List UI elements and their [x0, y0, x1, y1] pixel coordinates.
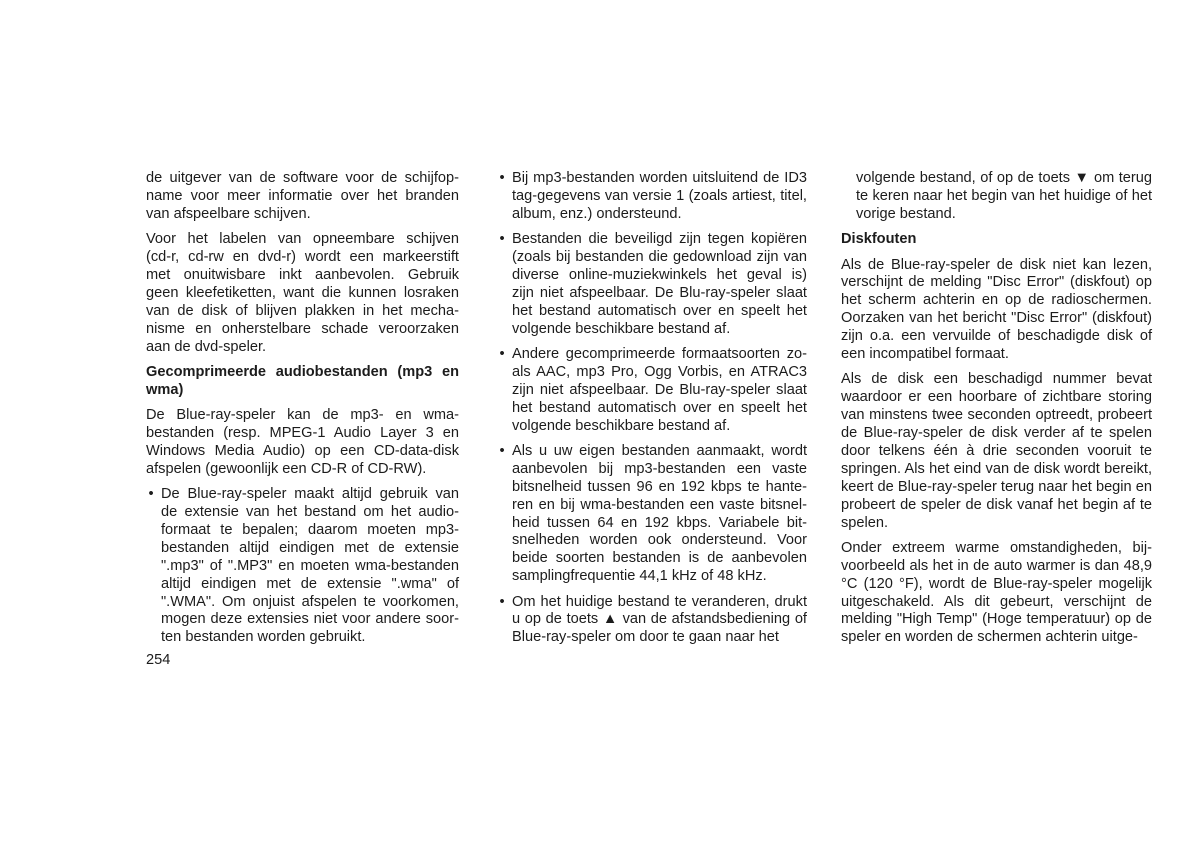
text-line: het scherm achterin en op de radioschermen. [841, 292, 1152, 309]
text-line: volgende bestand, of op de toets ▼ om terug [856, 170, 1152, 186]
block-gap [841, 532, 1152, 540]
text-line: de uitgever van de software voor de schijfop- [146, 170, 459, 186]
text-line: Diskfouten [841, 231, 917, 248]
text-column-left [146, 170, 459, 647]
text-line: altijd eindigen met de extensie ".wma" of [161, 575, 459, 592]
bullet-item [497, 170, 807, 224]
bullet-item [497, 346, 807, 435]
bullet-item [497, 231, 807, 338]
block-gap [146, 479, 459, 487]
bullet-icon: • [499, 170, 505, 186]
text-line: Bestanden die beveiligd zijn tegen kopiëren [512, 231, 807, 248]
text-line: verschijnt de melding "Disc Error" (diskfout) op [841, 274, 1152, 291]
paragraph [841, 371, 1152, 532]
block-gap [497, 586, 807, 594]
text-line: name voor meer informatie over het branden [146, 187, 459, 204]
text-line: bestanden altijd eindigen met de extensie [161, 539, 459, 556]
text-line: keert de Blue-ray-speler terug naar het begin en [841, 478, 1152, 495]
text-line: nisme en onherstelbare schade veroorzaken [146, 320, 459, 337]
text-line-wrapper [497, 594, 807, 612]
paragraph [146, 170, 459, 224]
section-heading [841, 231, 1152, 249]
text-line: bitsnelheid tussen 96 en 192 kbps te hante- [512, 478, 807, 495]
text-line: Om het huidige bestand te veranderen, drukt [512, 593, 807, 610]
text-line: ".WMA". Om onjuist afspelen te voorkomen, [161, 593, 459, 610]
text-line: Voor het labelen van opneembare schijven [146, 231, 459, 248]
text-line: snelheden worden ook ondersteund. Voor [512, 532, 807, 549]
text-line: probeert de speler de disk vanaf het begin af te [841, 496, 1152, 513]
block-gap [841, 364, 1152, 372]
text-line: Bij mp3-bestanden worden uitsluitend de ID3 [512, 170, 807, 186]
text-line: de Blue-ray-speler de disk verder af te spelen [841, 425, 1152, 442]
text-column-middle [497, 170, 807, 647]
text-line: tag-gegevens van versie 1 (zoals artiest, titel, [512, 187, 807, 204]
text-line: zijn niet afspeelbaar. De Blu-ray-speler slaat [512, 381, 807, 398]
text-line: ren en bij wma-bestanden een vaste bitsnel- [512, 496, 807, 513]
text-line: De Blue-ray-speler kan de mp3- en wma- [146, 407, 459, 424]
block-gap [497, 224, 807, 232]
text-line: als AAC, mp3 Pro, Ogg Vorbis, en ATRAC3 [512, 363, 807, 380]
text-line: waardoor er een hoorbare of zichtbare storing [841, 389, 1152, 406]
text-line: volgende beschikbare bestand af. [512, 320, 731, 337]
text-line: springen. Als het eind van de disk wordt bereikt, [841, 460, 1152, 477]
paragraph [841, 540, 1152, 647]
bullet-icon: • [499, 231, 505, 248]
text-line: een incompatibel formaat. [841, 346, 1009, 363]
section-heading [146, 364, 459, 400]
text-line: album, enz.) ondersteund. [512, 205, 682, 222]
text-line: voorbeeld als het in de auto warmer is dan 48,9 [841, 557, 1152, 574]
block-gap [146, 356, 459, 364]
text-line: u op de toets ▲ van de afstandsbediening of [512, 611, 807, 628]
text-line: zijn niet afspeelbaar. De Blu-ray-speler slaat [512, 284, 807, 301]
text-line: samplingfrequentie 44,1 kHz of 48 kHz. [512, 568, 767, 585]
text-line: ".mp3" of ".MP3" en moeten wma-bestanden [161, 557, 459, 574]
text-line: uitgeschakeld. Als dit gebeurt, verschijnt de [841, 593, 1152, 610]
text-line: speler en worden de schermen achterin uitge- [841, 629, 1138, 646]
text-line: volgende beschikbare bestand af. [512, 417, 731, 434]
text-line: bestanden (resp. MPEG-1 Audio Layer 3 en [146, 425, 459, 442]
text-line: Blue-ray-speler om door te gaan naar het [512, 629, 779, 646]
bullet-item-continued [841, 170, 1152, 224]
text-line: te keren naar het begin van het huidige of het [856, 187, 1152, 204]
text-line: de extensie van het bestand om het audio- [161, 504, 459, 521]
paragraph [841, 257, 1152, 364]
block-gap [497, 435, 807, 443]
text-line: Als de Blue-ray-speler de disk niet kan lezen, [841, 256, 1152, 273]
text-line: vorige bestand. [856, 205, 956, 222]
text-line: Andere gecomprimeerde formaatsoorten zo- [512, 346, 807, 363]
text-line-wrapper [146, 486, 459, 504]
text-line: beide soorten bestanden is de aanbevolen [512, 550, 807, 567]
text-line: Als de disk een beschadigd nummer bevat [841, 371, 1152, 388]
text-line: wma) [146, 381, 184, 398]
text-line: het bestand automatisch over en speelt het [512, 399, 807, 416]
block-gap [497, 339, 807, 347]
text-line: formaat te bepalen; daarom moeten mp3- [161, 522, 459, 539]
text-line: Gecomprimeerde audiobestanden (mp3 en [146, 363, 459, 380]
bullet-icon: • [499, 442, 505, 459]
text-line: De Blue-ray-speler maakt altijd gebruik van [161, 486, 459, 503]
text-line: melding "High Temp" (Hoge temperatuur) op de [841, 611, 1152, 628]
bullet-item [146, 486, 459, 647]
text-line: Als u uw eigen bestanden aanmaakt, wordt [512, 442, 807, 459]
text-line-wrapper [497, 231, 807, 249]
text-line-wrapper [497, 170, 807, 188]
text-line: aan de dvd-speler. [146, 338, 267, 355]
text-line: van de disk of blijven plakken in het mecha- [146, 302, 459, 319]
text-line: Oorzaken van het bericht "Disc Error" (diskfout) [841, 310, 1152, 327]
text-line: zijn o.a. een vervuilde of beschadigde disk of [841, 328, 1152, 345]
text-line: (zoals bij bestanden die gedownload zijn van [512, 249, 807, 266]
text-line: afspelen (gewoonlijk een CD-R of CD-RW). [146, 460, 427, 477]
text-line: het bestand automatisch over en speelt het [512, 302, 807, 319]
text-line: met onuitwisbare inkt aanbevolen. Gebruik [146, 266, 459, 283]
text-line: Onder extreem warme omstandigheden, bij- [841, 539, 1152, 556]
text-line: diverse online-muziekwinkels het geval is) [512, 266, 807, 283]
text-line: van minstens twee seconden optreedt, probeert [841, 407, 1152, 424]
block-gap [841, 224, 1152, 232]
text-line: spelen. [841, 514, 889, 531]
text-line: mogen deze extensies niet voor andere soor- [161, 611, 459, 628]
text-line: heid tussen 64 en 192 kbps. Variabele bit- [512, 514, 807, 531]
text-line: Windows Media Audio) op een CD-data-disk [146, 442, 459, 459]
bullet-icon: • [148, 486, 154, 503]
block-gap [146, 400, 459, 408]
block-gap [146, 224, 459, 232]
paragraph [146, 231, 459, 356]
text-line: ten bestanden worden gebruikt. [161, 629, 366, 646]
block-gap [841, 249, 1152, 257]
text-line: van afspeelbare schijven. [146, 205, 311, 222]
text-line: °C (120 °F), wordt de Blue-ray-speler mogelijk [841, 575, 1152, 592]
bullet-item [497, 443, 807, 586]
text-line: aanbevolen bij mp3-bestanden een vaste [512, 460, 807, 477]
text-line: door telkens één à drie seconden vooruit te [841, 442, 1152, 459]
bullet-icon: • [499, 593, 505, 610]
page-number: 254 [146, 652, 171, 668]
text-column-right [841, 170, 1152, 647]
bullet-icon: • [499, 346, 505, 363]
text-line: geen kleefetiketten, want die kunnen losraken [146, 284, 459, 301]
text-line: (cd-r, cd-rw en dvd-r) wordt een markeerstift [146, 249, 459, 266]
paragraph [146, 407, 459, 479]
bullet-item [497, 594, 807, 648]
text-line-wrapper [497, 443, 807, 461]
text-line-wrapper [497, 346, 807, 364]
